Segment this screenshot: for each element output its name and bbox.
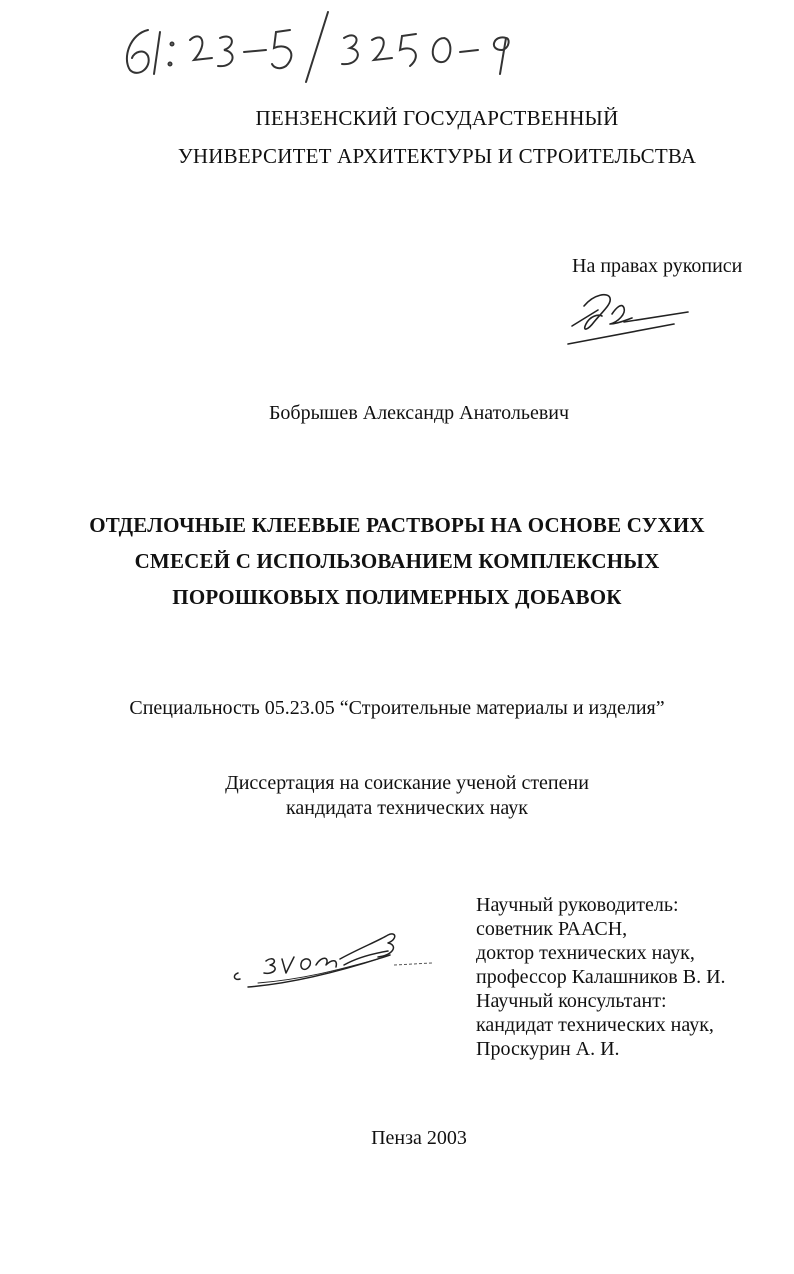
handwritten-archive-number — [108, 8, 528, 88]
author-signature — [564, 288, 694, 350]
specialty-line: Специальность 05.23.05 “Строительные материалы и изделия” — [129, 697, 665, 719]
thesis-title-line-3: ПОРОШКОВЫХ ПОЛИМЕРНЫХ ДОБАВОК — [172, 585, 622, 609]
university-name-line-2: УНИВЕРСИТЕТ АРХИТЕКТУРЫ И СТРОИТЕЛЬСТВА — [177, 144, 697, 168]
supervisor-line: профессор Калашников В. И. — [476, 966, 726, 988]
supervisor-line: доктор технических наук, — [476, 942, 695, 964]
thesis-title-line-2: СМЕСЕЙ С ИСПОЛЬЗОВАНИЕМ КОМПЛЕКСНЫХ — [134, 549, 660, 573]
author-name: Бобрышев Александр Анатольевич — [268, 402, 570, 424]
consultant-line: Проскурин А. И. — [476, 1038, 620, 1060]
consultant-line: Научный консультант: — [476, 990, 667, 1012]
supervisor-signature — [228, 925, 438, 995]
city-year: Пенза 2003 — [371, 1127, 467, 1149]
university-name-line-1: ПЕНЗЕНСКИЙ ГОСУДАРСТВЕННЫЙ — [255, 106, 619, 130]
supervisor-block — [476, 893, 726, 1061]
consultant-line: кандидат технических наук, — [476, 1014, 714, 1036]
thesis-title-line-1: ОТДЕЛОЧНЫЕ КЛЕЕВЫЕ РАСТВОРЫ НА ОСНОВЕ СУХИХ — [89, 513, 705, 537]
dissertation-degree-line-1: Диссертация на соискание ученой степени — [225, 772, 589, 794]
supervisor-line: Научный руководитель: — [476, 894, 679, 916]
dissertation-degree-line-2: кандидата технических наук — [285, 797, 529, 819]
manuscript-rights-label: На правах рукописи — [572, 255, 743, 277]
supervisor-line: советник РААСН, — [476, 918, 628, 940]
